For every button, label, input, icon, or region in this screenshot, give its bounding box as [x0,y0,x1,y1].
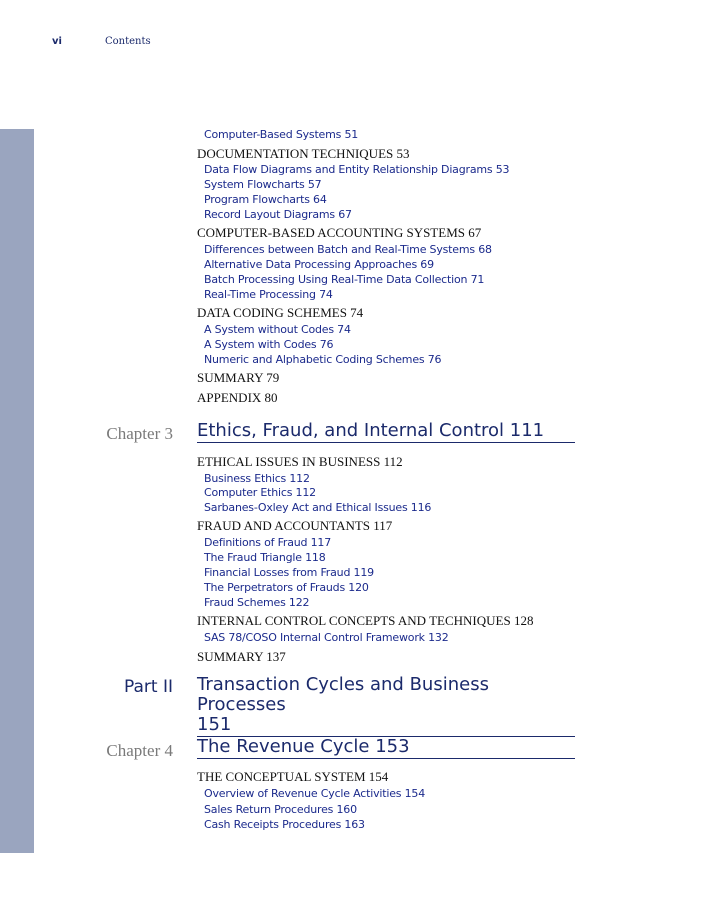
toc-section[interactable]: APPENDIX 80 [197,390,278,405]
part-title-line2: 151 [197,714,232,735]
toc-subentry[interactable]: Record Layout Diagrams 67 [204,208,352,221]
chapter-title[interactable]: Ethics, Fraud, and Internal Control 111 [197,421,575,443]
part-label: Part II [124,677,173,697]
toc-section[interactable]: DOCUMENTATION TECHNIQUES 53 [197,146,410,161]
toc-subentry[interactable]: Fraud Schemes 122 [204,596,310,609]
toc-section[interactable]: THE CONCEPTUAL SYSTEM 154 [197,769,389,784]
running-header: Contents [105,36,151,47]
toc-subentry[interactable]: The Fraud Triangle 118 [204,551,326,564]
toc-subentry[interactable]: Sales Return Procedures 160 [204,803,357,816]
toc-subentry[interactable]: Overview of Revenue Cycle Activities 154 [204,787,426,800]
toc-subentry[interactable]: Real-Time Processing 74 [204,288,333,301]
toc-subentry[interactable]: Sarbanes-Oxley Act and Ethical Issues 116 [204,501,432,514]
toc-subentry[interactable]: Batch Processing Using Real-Time Data Collection 71 [204,273,485,286]
toc-subentry[interactable]: Program Flowcharts 64 [204,193,327,206]
margin-color-bar [0,129,34,853]
toc-subentry[interactable]: Business Ethics 112 [204,472,310,485]
page-number: vi [52,36,62,47]
toc-section[interactable]: COMPUTER-BASED ACCOUNTING SYSTEMS 67 [197,225,482,240]
toc-subentry[interactable]: A System without Codes 74 [204,323,351,336]
toc-subentry[interactable]: The Perpetrators of Frauds 120 [204,581,369,594]
toc-subentry[interactable]: Financial Losses from Fraud 119 [204,566,374,579]
part-title[interactable] [197,675,575,737]
part-title-line1: Transaction Cycles and Business Processes [197,674,489,715]
toc-subentry[interactable]: Numeric and Alphabetic Coding Schemes 76 [204,353,442,366]
toc-subentry[interactable]: Computer Ethics 112 [204,486,316,499]
toc-subentry[interactable]: Data Flow Diagrams and Entity Relationship Diagrams 53 [204,163,510,176]
chapter-label: Chapter 4 [106,741,173,760]
chapter-label: Chapter 3 [106,424,173,443]
toc-subentry[interactable]: System Flowcharts 57 [204,178,322,191]
toc-section[interactable]: SUMMARY 137 [197,649,286,664]
toc-section[interactable]: ETHICAL ISSUES IN BUSINESS 112 [197,454,403,469]
toc-subentry[interactable]: SAS 78/COSO Internal Control Framework 132 [204,631,449,644]
toc-subentry[interactable]: Definitions of Fraud 117 [204,536,332,549]
toc-section[interactable]: FRAUD AND ACCOUNTANTS 117 [197,518,393,533]
toc-section[interactable]: DATA CODING SCHEMES 74 [197,305,364,320]
toc-subentry[interactable]: Cash Receipts Procedures 163 [204,818,365,831]
toc-section[interactable]: SUMMARY 79 [197,370,280,385]
toc-subentry[interactable]: Differences between Batch and Real-Time Systems 68 [204,243,492,256]
toc-subentry[interactable]: Computer-Based Systems 51 [204,128,359,141]
toc-subentry[interactable]: A System with Codes 76 [204,338,334,351]
chapter-title[interactable]: The Revenue Cycle 153 [197,737,575,759]
toc-section[interactable]: INTERNAL CONTROL CONCEPTS AND TECHNIQUES 128 [197,613,534,628]
toc-subentry[interactable]: Alternative Data Processing Approaches 69 [204,258,434,271]
